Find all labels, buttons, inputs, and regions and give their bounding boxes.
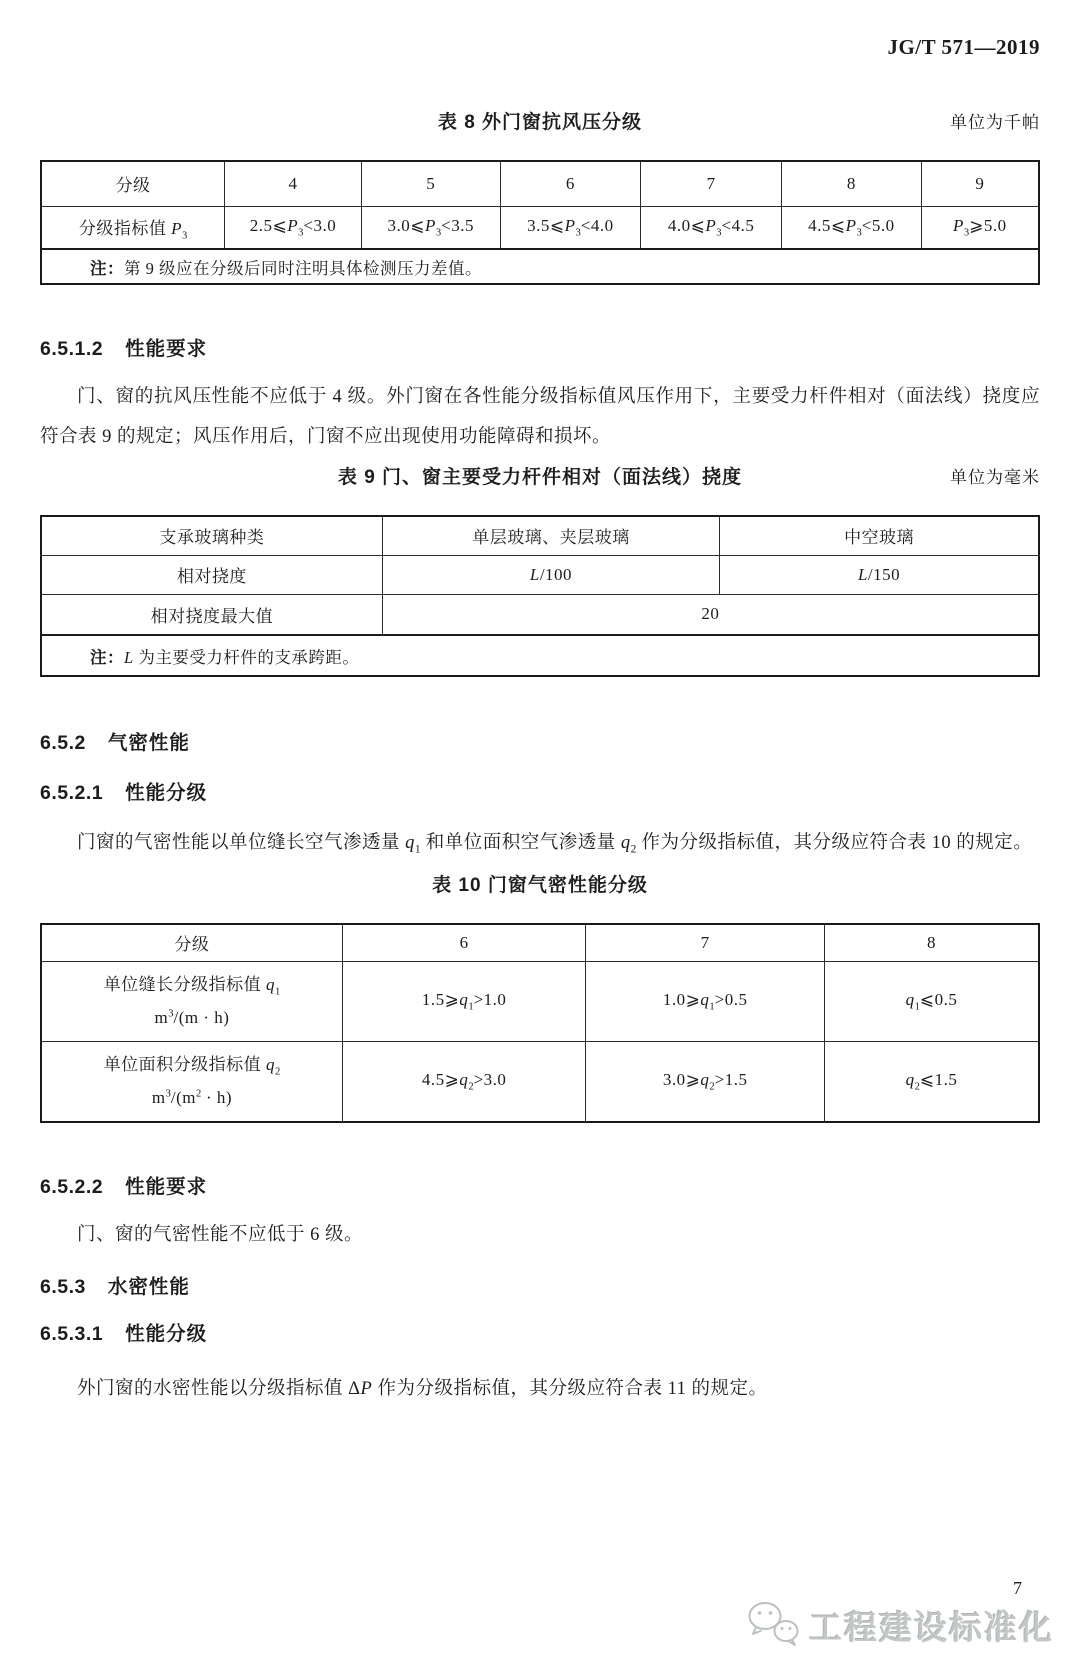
paragraph-6512: 门、窗的抗风压性能不应低于 4 级。外门窗在各性能分级指标值风压作用下，主要受力杆件相对（面法线）挠度应符合表 9 的规定；风压作用后，门窗不应出现使用功能障碍和损坏。 (40, 387, 1040, 447)
table9-value-cell: L/100 (382, 555, 719, 594)
table10-grade-cell: 6 (342, 924, 586, 962)
table10-corner-cell: 分级 (41, 924, 342, 962)
section-title: 水密性能 (107, 1275, 190, 1298)
page-number: 7 (1013, 1578, 1022, 1598)
table9-header-cell: 支承玻璃种类 (41, 516, 382, 555)
section-heading-6512 (40, 335, 1040, 363)
table9-value-cell: L/150 (720, 555, 1039, 594)
table8-value-cell: $P_3⩾5.0$ (921, 206, 1039, 249)
table9-caption: 表 9 门、窗主要受力杆件相对（面法线）挠度 (337, 467, 743, 488)
q1-label-line1: 单位缝长分级指标值 $q_1$ (103, 974, 281, 998)
table10-value-cell: $1.0⩾q_1>0.5$ (586, 962, 825, 1042)
table10-caption: 表 10 门窗气密性能分级 (432, 874, 648, 896)
section-heading-6531 (40, 1320, 1040, 1348)
table9-row-label: 相对挠度最大值 (41, 594, 382, 635)
table9-max-value-cell: 20 (382, 594, 1039, 635)
table8-corner-cell: 分级 (41, 161, 225, 206)
table8-grade-cell: 5 (361, 161, 500, 206)
table8-note-row (41, 249, 1039, 284)
table9-deflection-row (41, 555, 1039, 594)
paragraph-6522: 门、窗的气密性能不应低于 6 级。 (77, 1224, 364, 1245)
section-number: 6.5.2.2 (40, 1175, 104, 1198)
section-heading-653 (40, 1273, 1040, 1301)
table10-value-cell: $1.5⩾q_1>1.0$ (342, 962, 586, 1042)
table10-air-tightness-grades (40, 923, 1040, 1123)
table9-row-label: 相对挠度 (41, 555, 382, 594)
section-number: 6.5.2.1 (40, 782, 104, 804)
table9-header-cell: 单层玻璃、夹层玻璃 (382, 516, 719, 555)
table8-value-cell: $4.0⩽P_3<4.5$ (641, 206, 782, 249)
table8-grade-cell: 8 (781, 161, 921, 206)
section-title: 气密性能 (107, 732, 190, 754)
q2-label-line2: $m^3/(m^2 \cdot h)$ (151, 1088, 233, 1107)
table10-q1-label (41, 962, 342, 1042)
table8-value-cell: $4.5⩽P_3<5.0$ (781, 206, 921, 249)
table8-value-cell: $2.5⩽P_3<3.0$ (225, 206, 362, 249)
section-heading-6521 (40, 779, 1040, 807)
table9-max-row (41, 594, 1039, 635)
table10-value-cell: $3.0⩾q_2>1.5$ (586, 1042, 825, 1122)
table8-grade-cell: 9 (921, 161, 1039, 206)
q1-label-line2: $m^3/(m \cdot h)$ (154, 1008, 230, 1028)
table9-caption-row (40, 465, 1040, 491)
section-heading-6522 (40, 1173, 1040, 1201)
table10-header-row (41, 924, 1039, 962)
section-number: 6.5.1.2 (40, 338, 104, 360)
table8-grade-cell: 7 (641, 161, 782, 206)
table10-value-cell: $q_1⩽0.5$ (824, 962, 1039, 1042)
table10-caption-row (40, 873, 1040, 899)
watermark-text: 工程建设标准化 (809, 1609, 1054, 1646)
table9-note-row (41, 635, 1039, 676)
table9-unit-label: 单位为毫米 (950, 468, 1040, 487)
table8-row-label: 分级指标值 $P_3$ (41, 206, 225, 249)
paragraph-6521: 门窗的气密性能以单位缝长空气渗透量 $q_1$ 和单位面积空气渗透量 $q_2$ 作为分级指标值，其分级应符合表 10 的规定。 (77, 833, 1033, 856)
table10-q1-row (41, 962, 1039, 1042)
section-number: 6.5.3.1 (40, 1322, 104, 1345)
watermark (745, 1600, 1054, 1651)
table8-index-row (41, 206, 1039, 249)
table8-grade-cell: 4 (225, 161, 362, 206)
table9-header-cell: 中空玻璃 (720, 516, 1039, 555)
section-heading-652 (40, 729, 1040, 757)
section-title: 性能分级 (125, 1322, 208, 1345)
table9-note: 注：L 为主要受力杆件的支承跨距。 (41, 635, 1039, 676)
section-title: 性能分级 (125, 782, 208, 804)
table8-header-row (41, 161, 1039, 206)
table10-value-cell: $4.5⩾q_2>3.0$ (342, 1042, 586, 1122)
table8-wind-pressure-grades (40, 160, 1040, 285)
paragraph-6531: 外门窗的水密性能以分级指标值 ΔP 作为分级指标值，其分级应符合表 11 的规定。 (77, 1378, 768, 1399)
section-title: 性能要求 (125, 338, 208, 360)
table8-grade-cell: 6 (500, 161, 641, 206)
section-title: 性能要求 (125, 1175, 208, 1198)
q2-label-line1: 单位面积分级指标值 $q_2$ (103, 1054, 281, 1077)
table10-q2-label (41, 1042, 342, 1122)
table10-grade-cell: 8 (824, 924, 1039, 962)
table8-value-cell: $3.0⩽P_3<3.5$ (361, 206, 500, 249)
table8-caption: 表 8 外门窗抗风压分级 (437, 112, 643, 133)
table10-value-cell: $q_2⩽1.5$ (824, 1042, 1039, 1122)
standard-code-header: JG/T 571—2019 (887, 35, 1040, 59)
table10-grade-cell: 7 (586, 924, 825, 962)
table10-q2-row (41, 1042, 1039, 1122)
table8-note: 注：第 9 级应在分级后同时注明具体检测压力差值。 (41, 249, 1039, 284)
table8-unit-label: 单位为千帕 (950, 113, 1040, 132)
section-number: 6.5.3 (40, 1275, 86, 1298)
table8-caption-row (40, 110, 1040, 136)
wechat-logo-icon (745, 1600, 801, 1651)
section-number: 6.5.2 (40, 732, 86, 754)
table8-value-cell: $3.5⩽P_3<4.0$ (500, 206, 641, 249)
table9-deflection (40, 515, 1040, 677)
table9-header-row (41, 516, 1039, 555)
